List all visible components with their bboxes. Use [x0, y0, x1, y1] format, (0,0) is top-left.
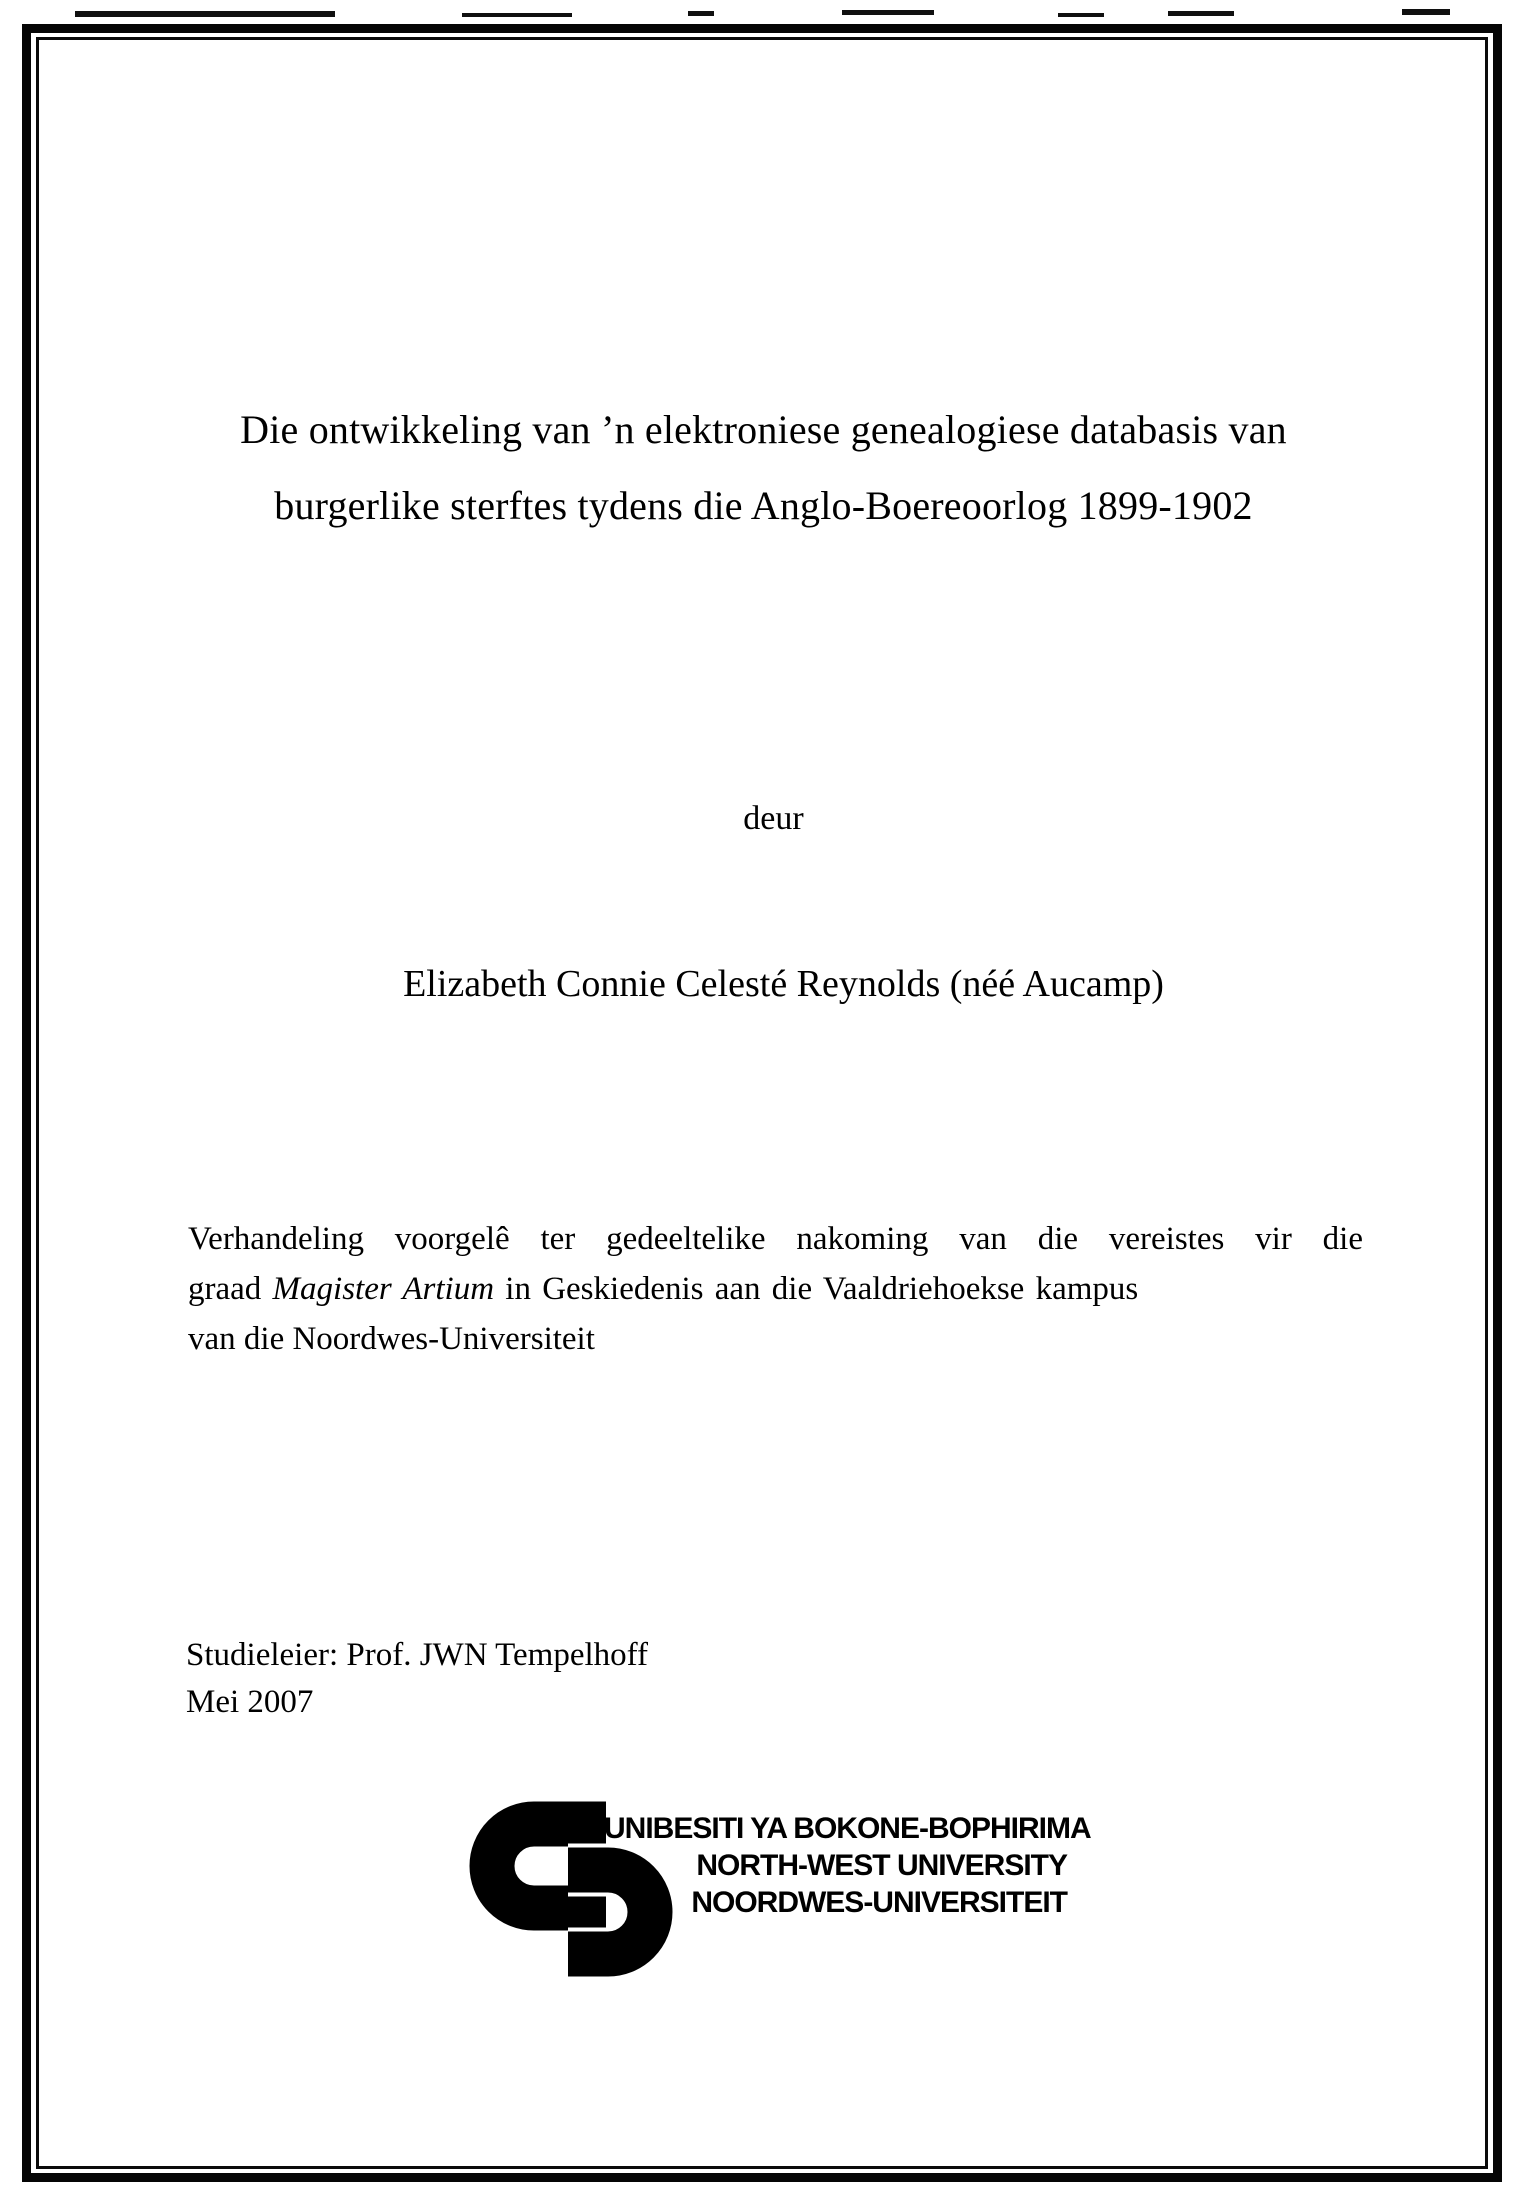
author-name: Elizabeth Connie Celesté Reynolds (néé Aucamp)	[403, 963, 1164, 1005]
supervisor-line: Studieleier: Prof. JWN Tempelhoff	[186, 1637, 649, 1673]
scan-artifact	[842, 10, 934, 15]
scan-artifact	[1058, 13, 1104, 17]
scan-artifact	[462, 13, 572, 17]
statement-line-2-post: in Geskiedenis aan die Vaaldriehoekse kampus	[494, 1271, 1139, 1307]
scan-artifact	[75, 11, 335, 17]
logo-text-line-3: NOORDWES-UNIVERSITEIT	[691, 1886, 1067, 1919]
statement-line-3: van die Noordwes-Universiteit	[188, 1321, 595, 1357]
scan-artifact	[688, 11, 714, 16]
byline: deur	[743, 800, 804, 837]
degree-statement	[188, 1214, 1363, 1364]
scan-artifact	[1402, 9, 1450, 15]
statement-line-1: Verhandeling voorgelê ter gedeeltelike nakoming van die vereistes vir die	[188, 1221, 1363, 1257]
logo-text-line-2: NORTH-WEST UNIVERSITY	[696, 1849, 1067, 1882]
title-line-1: Die ontwikkeling van ’n elektroniese genealogiese databasis van	[240, 407, 1287, 452]
title-line-2: burgerlike sterftes tydens die Anglo-Boereoorlog 1899-1902	[274, 483, 1253, 528]
statement-line-2-pre: graad	[188, 1271, 273, 1307]
date-line: Mei 2007	[186, 1684, 314, 1720]
degree-name-italic: Magister Artium	[272, 1271, 495, 1307]
university-wordmark	[585, 1810, 1091, 1921]
logo-text-line-1: YUNIBESITI YA BOKONE-BOPHIRIMA	[585, 1812, 1091, 1845]
supervisor-block	[186, 1632, 648, 1726]
statement-line-2	[188, 1264, 1363, 1314]
thesis-title	[90, 392, 1437, 544]
scan-artifact	[1168, 11, 1234, 16]
